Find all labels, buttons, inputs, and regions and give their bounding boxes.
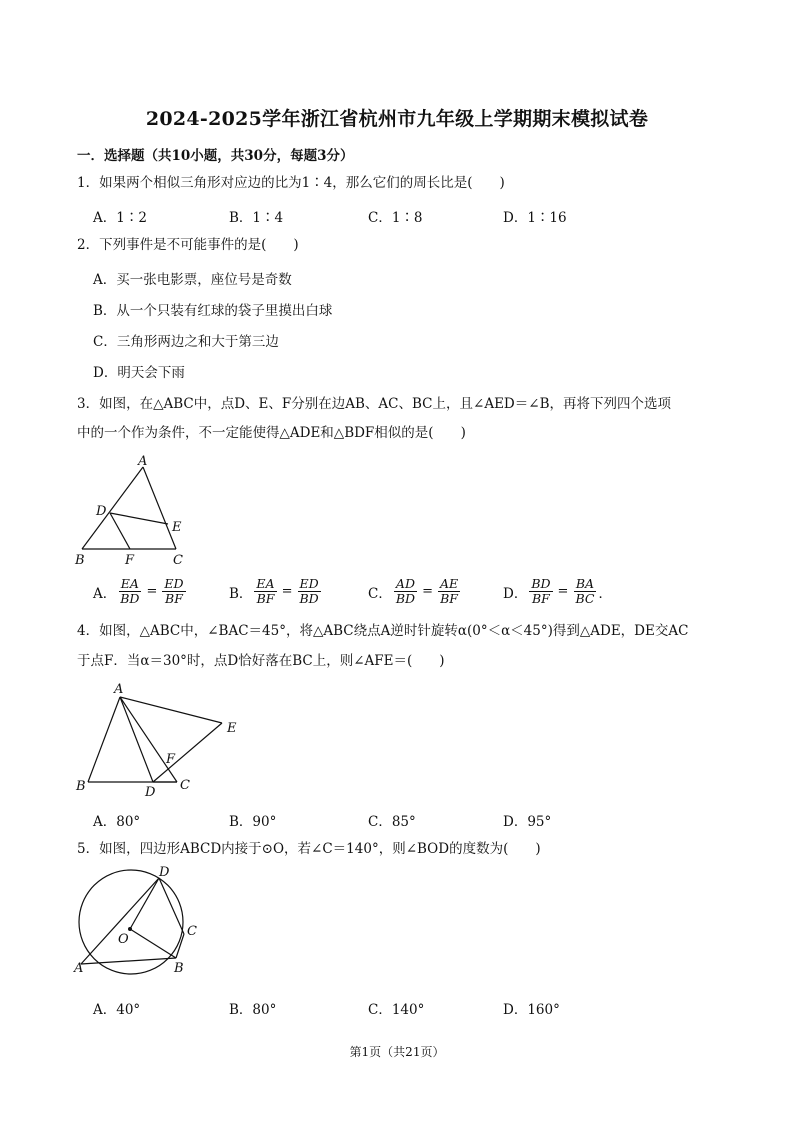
equals-sign: = (146, 584, 158, 599)
q4-label-a: A (114, 682, 124, 697)
q3-option-c-fraction-2 (438, 577, 460, 606)
fraction-numerator: AE (439, 576, 459, 591)
q5-radius-ob (130, 929, 176, 958)
q4-label-f: F (166, 752, 176, 767)
q3-label-d: D (96, 504, 107, 519)
question-5-text: 5．如图，四边形ABCD内接于⊙O，若∠C＝140°，则∠BOD的度数为( ) (77, 841, 541, 857)
q3-option-c-fraction-1 (394, 577, 417, 606)
q3-option-d-fraction-1 (529, 577, 552, 606)
q2-option-b[interactable]: B．从一个只装有红球的袋子里摸出白球 (93, 303, 333, 319)
fraction-denominator: BD (395, 591, 416, 606)
q1-option-b[interactable]: B．1∶4 (229, 210, 284, 226)
page-title: 2024-2025学年浙江省杭州市九年级上学期期末模拟试卷 (145, 108, 649, 130)
fraction-numerator: EA (256, 576, 275, 591)
fraction-denominator: BD (120, 591, 140, 606)
q5-label-c: C (187, 924, 197, 939)
fraction-numerator: AD (395, 576, 415, 591)
q3-option-b-letter: B． (229, 585, 253, 602)
q5-label-b: B (174, 961, 184, 976)
q4-label-e: E (227, 721, 237, 736)
equals-sign: = (557, 584, 569, 599)
q4-label-b: B (76, 779, 86, 794)
q5-label-a: A (74, 961, 84, 976)
q3-side-ab (82, 467, 143, 549)
fraction-numerator: BD (531, 576, 551, 591)
q4-option-d[interactable]: D．95° (503, 814, 552, 830)
q5-label-o: O (118, 932, 129, 947)
q1-option-d[interactable]: D．1∶16 (503, 210, 567, 226)
q3-side-ac (143, 467, 176, 549)
question-4-line-1: 4．如图，△ABC中，∠BAC＝45°，将△ABC绕点A逆时针旋转α(0°＜α＜45°)得到△ADE，DE交AC (77, 623, 689, 639)
q4-option-b[interactable]: B．90° (229, 814, 277, 830)
q5-option-c[interactable]: C．140° (368, 1002, 425, 1018)
fraction-denominator: BC (575, 591, 595, 606)
q3-option-a-fraction-1 (118, 577, 141, 606)
q3-label-b: B (75, 553, 85, 568)
q5-radius-od (130, 878, 159, 929)
q3-option-c[interactable] (368, 577, 462, 606)
fraction-denominator: BD (299, 591, 319, 606)
q3-label-f: F (125, 553, 135, 568)
fraction-numerator: ED (164, 576, 184, 591)
q4-option-a[interactable]: A．80° (93, 814, 141, 830)
q3-segment-de (110, 513, 168, 524)
q5-circle-figure (66, 862, 216, 982)
q3-option-d-fraction-2 (573, 577, 596, 606)
q3-option-d-tail: ． (598, 585, 612, 602)
q4-label-c: C (180, 778, 190, 793)
q3-option-d[interactable] (503, 577, 612, 606)
fraction-denominator: BF (165, 591, 183, 606)
q4-option-c[interactable]: C．85° (368, 814, 416, 830)
q5-option-b[interactable]: B．80° (229, 1002, 277, 1018)
q2-option-d[interactable]: D．明天会下雨 (93, 365, 185, 381)
q5-center-point (128, 927, 132, 931)
question-2-text: 2．下列事件是不可能事件的是( ) (77, 237, 299, 253)
q2-option-a[interactable]: A．买一张电影票，座位号是奇数 (93, 272, 292, 288)
question-4-line-2: 于点F．当α＝30°时，点D恰好落在BC上，则∠AFE＝( ) (77, 653, 445, 669)
equals-sign: = (422, 584, 433, 599)
q2-option-c[interactable]: C．三角形两边之和大于第三边 (93, 334, 279, 350)
q3-option-c-letter: C． (368, 585, 392, 602)
q3-option-a[interactable] (93, 577, 188, 606)
q3-option-b[interactable] (229, 577, 323, 606)
section-heading: 一．选择题（共10小题，共30分，每题3分） (77, 148, 354, 164)
fraction-numerator: EA (120, 576, 139, 591)
q5-label-d: D (159, 865, 170, 880)
q1-option-a[interactable]: A．1∶2 (93, 210, 147, 226)
fraction-denominator: BF (440, 591, 458, 606)
equals-sign: = (281, 584, 293, 599)
q3-label-e: E (172, 520, 182, 535)
page-footer: 第1页（共21页） (349, 1045, 445, 1059)
q3-option-b-fraction-2 (297, 577, 320, 606)
q3-option-a-fraction-2 (162, 577, 185, 606)
question-1-text: 1．如果两个相似三角形对应边的比为1∶4，那么它们的周长比是( ) (77, 175, 505, 191)
fraction-denominator: BF (532, 591, 550, 606)
q5-option-d[interactable]: D．160° (503, 1002, 560, 1018)
q3-option-a-letter: A． (93, 585, 117, 602)
question-3-line-2: 中的一个作为条件，不一定能使得△ADE和△BDF相似的是( ) (77, 425, 466, 441)
q3-segment-df (110, 513, 130, 549)
fraction-numerator: BA (575, 576, 595, 591)
q4-side-de (153, 723, 222, 782)
q1-option-c[interactable]: C．1∶8 (368, 210, 423, 226)
q3-triangle-figure (70, 452, 200, 572)
q3-label-c: C (173, 553, 183, 568)
q5-option-a[interactable]: A．40° (93, 1002, 141, 1018)
q3-option-d-letter: D． (503, 585, 528, 602)
q4-label-d: D (145, 785, 156, 800)
question-3-line-1: 3．如图，在△ABC中，点D、E、F分别在边AB、AC、BC上，且∠AED＝∠B，再将下列四个选项 (77, 396, 671, 412)
q3-label-a: A (138, 454, 148, 469)
q5-side-ad (81, 878, 159, 964)
fraction-numerator: ED (299, 576, 319, 591)
fraction-denominator: BF (256, 591, 275, 606)
q3-option-b-fraction-1 (254, 577, 276, 606)
q4-rotation-figure (70, 678, 250, 803)
q4-side-ab (88, 697, 120, 782)
q5-side-ab (81, 958, 176, 964)
